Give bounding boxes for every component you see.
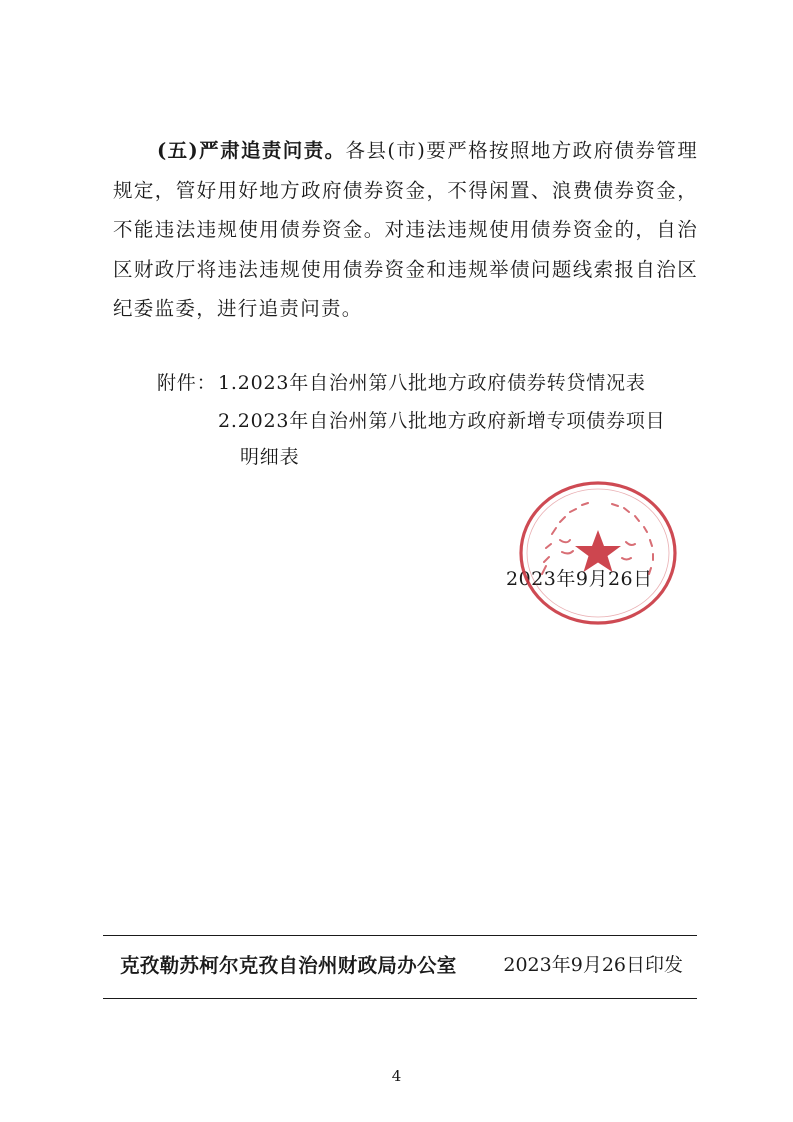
official-seal — [514, 478, 682, 628]
footer-rule-bottom — [103, 998, 697, 999]
issue-date: 2023年9月26日印发 — [503, 954, 683, 976]
section-heading: (五)严肃追责问责。 — [157, 139, 346, 162]
penalty-paragraph — [113, 131, 698, 329]
seal-star-icon — [575, 530, 621, 572]
attachment-item-2-continued: 明细表 — [240, 446, 300, 468]
issuing-office: 克孜勒苏柯尔克孜自治州财政局办公室 — [120, 954, 457, 977]
page-number: 4 — [391, 1067, 402, 1085]
footer-rule-top — [103, 935, 697, 936]
signature-date: 2023年9月26日 — [506, 568, 653, 590]
attachment-item-2: 2.2023年自治州第八批地方政府新增专项债券项目 — [218, 410, 666, 432]
attachments-label: 附件： — [157, 372, 217, 394]
paragraph-text: 各县(市)要严格按照地方政府债券管理规定，管好用好地方政府债券资金，不得闲置、浪费债券资金，不能违法违规使用债券资金。对违法违规使用债券资金的，自治区财政厅将违法违规使用债券资金和违规举债问题线索报自治区纪委监委，进行追责问责。 — [113, 139, 699, 320]
attachment-item-1: 1.2023年自治州第八批地方政府债券转贷情况表 — [218, 372, 646, 394]
